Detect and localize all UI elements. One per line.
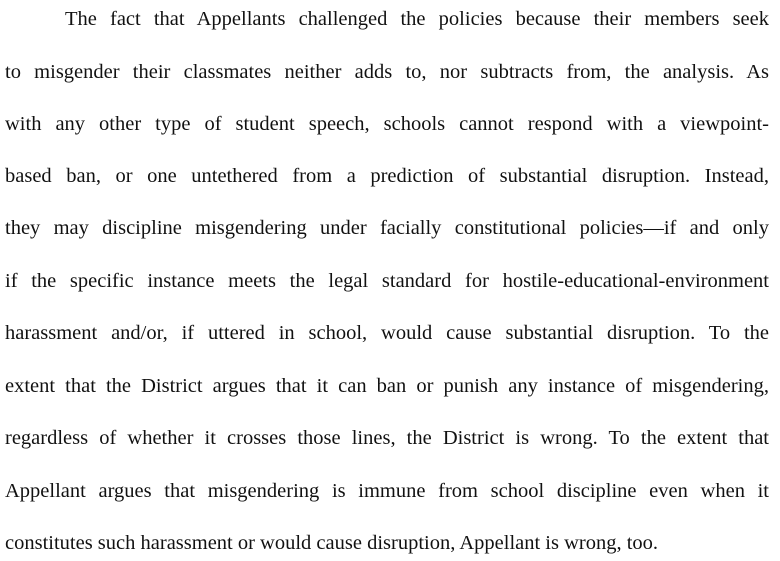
paragraph-line-4: based ban, or one untethered from a prediction of substantial disruption. Instead, [5, 165, 769, 187]
paragraph-line-6: if the specific instance meets the legal standard for hostile-educational-environment [5, 270, 769, 292]
paragraph-line-11: constitutes such harassment or would cause disruption, Appellant is wrong, too. [5, 532, 659, 554]
paragraph-line-1: The fact that Appellants challenged the policies because their members seek [65, 8, 769, 30]
paragraph-line-7: harassment and/or, if uttered in school, would cause substantial disruption. To the [5, 322, 769, 344]
paragraph-line-10: Appellant argues that misgendering is immune from school discipline even when it [5, 480, 769, 502]
paragraph-line-9: regardless of whether it crosses those lines, the District is wrong. To the extent that [5, 427, 769, 449]
paragraph-line-8: extent that the District argues that it can ban or punish any instance of misgendering, [5, 375, 769, 397]
paragraph-line-3: with any other type of student speech, schools cannot respond with a viewpoint- [5, 113, 769, 135]
paragraph-line-2: to misgender their classmates neither adds to, nor subtracts from, the analysis. As [5, 61, 769, 83]
paragraph-line-5: they may discipline misgendering under facially constitutional policies—if and only [5, 217, 769, 239]
